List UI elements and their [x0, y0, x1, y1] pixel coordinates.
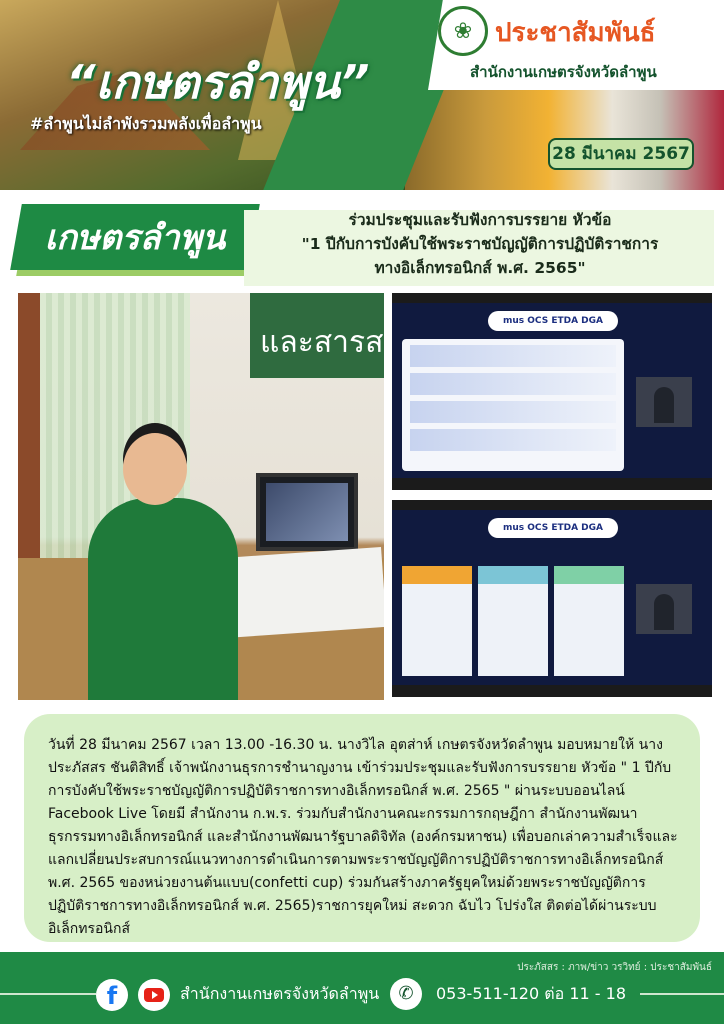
slide-column: [554, 566, 624, 676]
footer-divider-right: [640, 993, 724, 995]
office-sign: และสารส: [250, 293, 384, 378]
staff-face: [123, 433, 187, 505]
webinar-screenshot-2: [392, 500, 712, 697]
pr-label: ประชาสัมพันธ์: [495, 18, 656, 48]
slide-columns: [402, 566, 624, 676]
headline-line-1: ร่วมประชุมและรับฟังการบรรยาย หัวข้อ: [348, 211, 612, 229]
player-controls: [392, 685, 712, 697]
facebook-icon[interactable]: f: [96, 979, 128, 1011]
hashtag: #ลำพูนไม่ลำพังรวมพลังเพื่อลำพูน: [30, 114, 262, 133]
headline-line-3: ทางอิเล็กทรอนิกส์ พ.ศ. 2565": [374, 259, 586, 277]
speaker-camera: [636, 584, 692, 634]
slide-column: [402, 566, 472, 676]
slide-row: [410, 345, 616, 367]
office-name: สำนักงานเกษตรจังหวัดลำพูน: [470, 63, 657, 81]
headline: [250, 208, 710, 280]
presentation-slide: [402, 339, 624, 471]
computer-monitor: [256, 473, 358, 551]
door: [18, 293, 40, 593]
speaker-camera: [636, 377, 692, 427]
partner-logos: mus OCS ETDA DGA: [488, 518, 618, 538]
player-controls: [392, 478, 712, 490]
slide-row: [410, 373, 616, 395]
headline-line-2: "1 ปีกับการบังคับใช้พระราชบัญญัติการปฏิบัติราชการ: [301, 235, 659, 253]
office-photo: [18, 293, 384, 700]
webinar-screenshot-1: [392, 293, 712, 490]
youtube-icon[interactable]: [138, 979, 170, 1011]
ministry-seal-icon: ❀: [438, 6, 488, 56]
slide-column: [478, 566, 548, 676]
photo-credit: ประภัสสร : ภาพ/ข่าว วรวิทย์ : ประชาสัมพันธ์: [517, 962, 712, 973]
footer-office-name: สำนักงานเกษตรจังหวัดลำพูน: [180, 984, 380, 1003]
category-tag: [16, 204, 260, 276]
tag-label: เกษตรลำพูน: [44, 218, 226, 258]
staff-member: [88, 498, 238, 700]
slide-row: [410, 429, 616, 451]
player-topbar: [392, 293, 712, 303]
footer-divider-left: [0, 993, 96, 995]
phone-number[interactable]: 053-511-120 ต่อ 11 - 18: [436, 984, 626, 1003]
brand-title: “เกษตรลำพูน”: [66, 55, 370, 109]
player-topbar: [392, 500, 712, 510]
phone-icon: ✆: [390, 978, 422, 1010]
news-body: วันที่ 28 มีนาคม 2567 เวลา 13.00 -16.30 น. นางวิไล อุตส่าห์ เกษตรจังหวัดลำพูน มอบหมายให้ นางประภัสสร ชันติสิทธิ์ เจ้าพนักงานธุรการชำนาญงาน เข้าร่วมประชุมและรับฟังการบรรยาย หัวข้อ " 1 ปีกับการบังคับใช้พระราชบัญญัติการปฏิบัติราชการทางอิเล็กทรอนิกส์ พ.ศ. 2565 " ผ่านระบบออนไลน์ Facebook Live โดยมี สำนักงาน ก.พ.ร. ร่วมกับสำนักงานคณะกรรมการกฤษฎีกา สำนักงานพัฒนาธุรกรรมทางอิเล็กทรอนิกส์ และสำนักงานพัฒนารัฐบาลดิจิทัล (องค์กรมหาชน) เพื่อบอกเล่าความสำเร็จและแลกเปลี่ยนประสบการณ์แนวทางการดำเนินการตามพระราชบัญญัติการปฏิบัติราชการทางอิเล็กทรอนิกส์ พ.ศ. 2565 ของหน่วยงานต้นแบบ(confetti cup) ร่วมกันสร้างภาครัฐยุคใหม่ด้วยพระราชบัญญัติการปฏิบัติราชการทางอิเล็กทรอนิกส์ พ.ศ. 2565)ราชการยุคใหม่ สะดวก ฉับไว โปร่งใส ติดต่อได้ผ่านระบบอิเล็กทรอนิกส์: [24, 714, 700, 942]
partner-logos: mus OCS ETDA DGA: [488, 311, 618, 331]
slide-row: [410, 401, 616, 423]
date-badge: 28 มีนาคม 2567: [548, 138, 694, 170]
